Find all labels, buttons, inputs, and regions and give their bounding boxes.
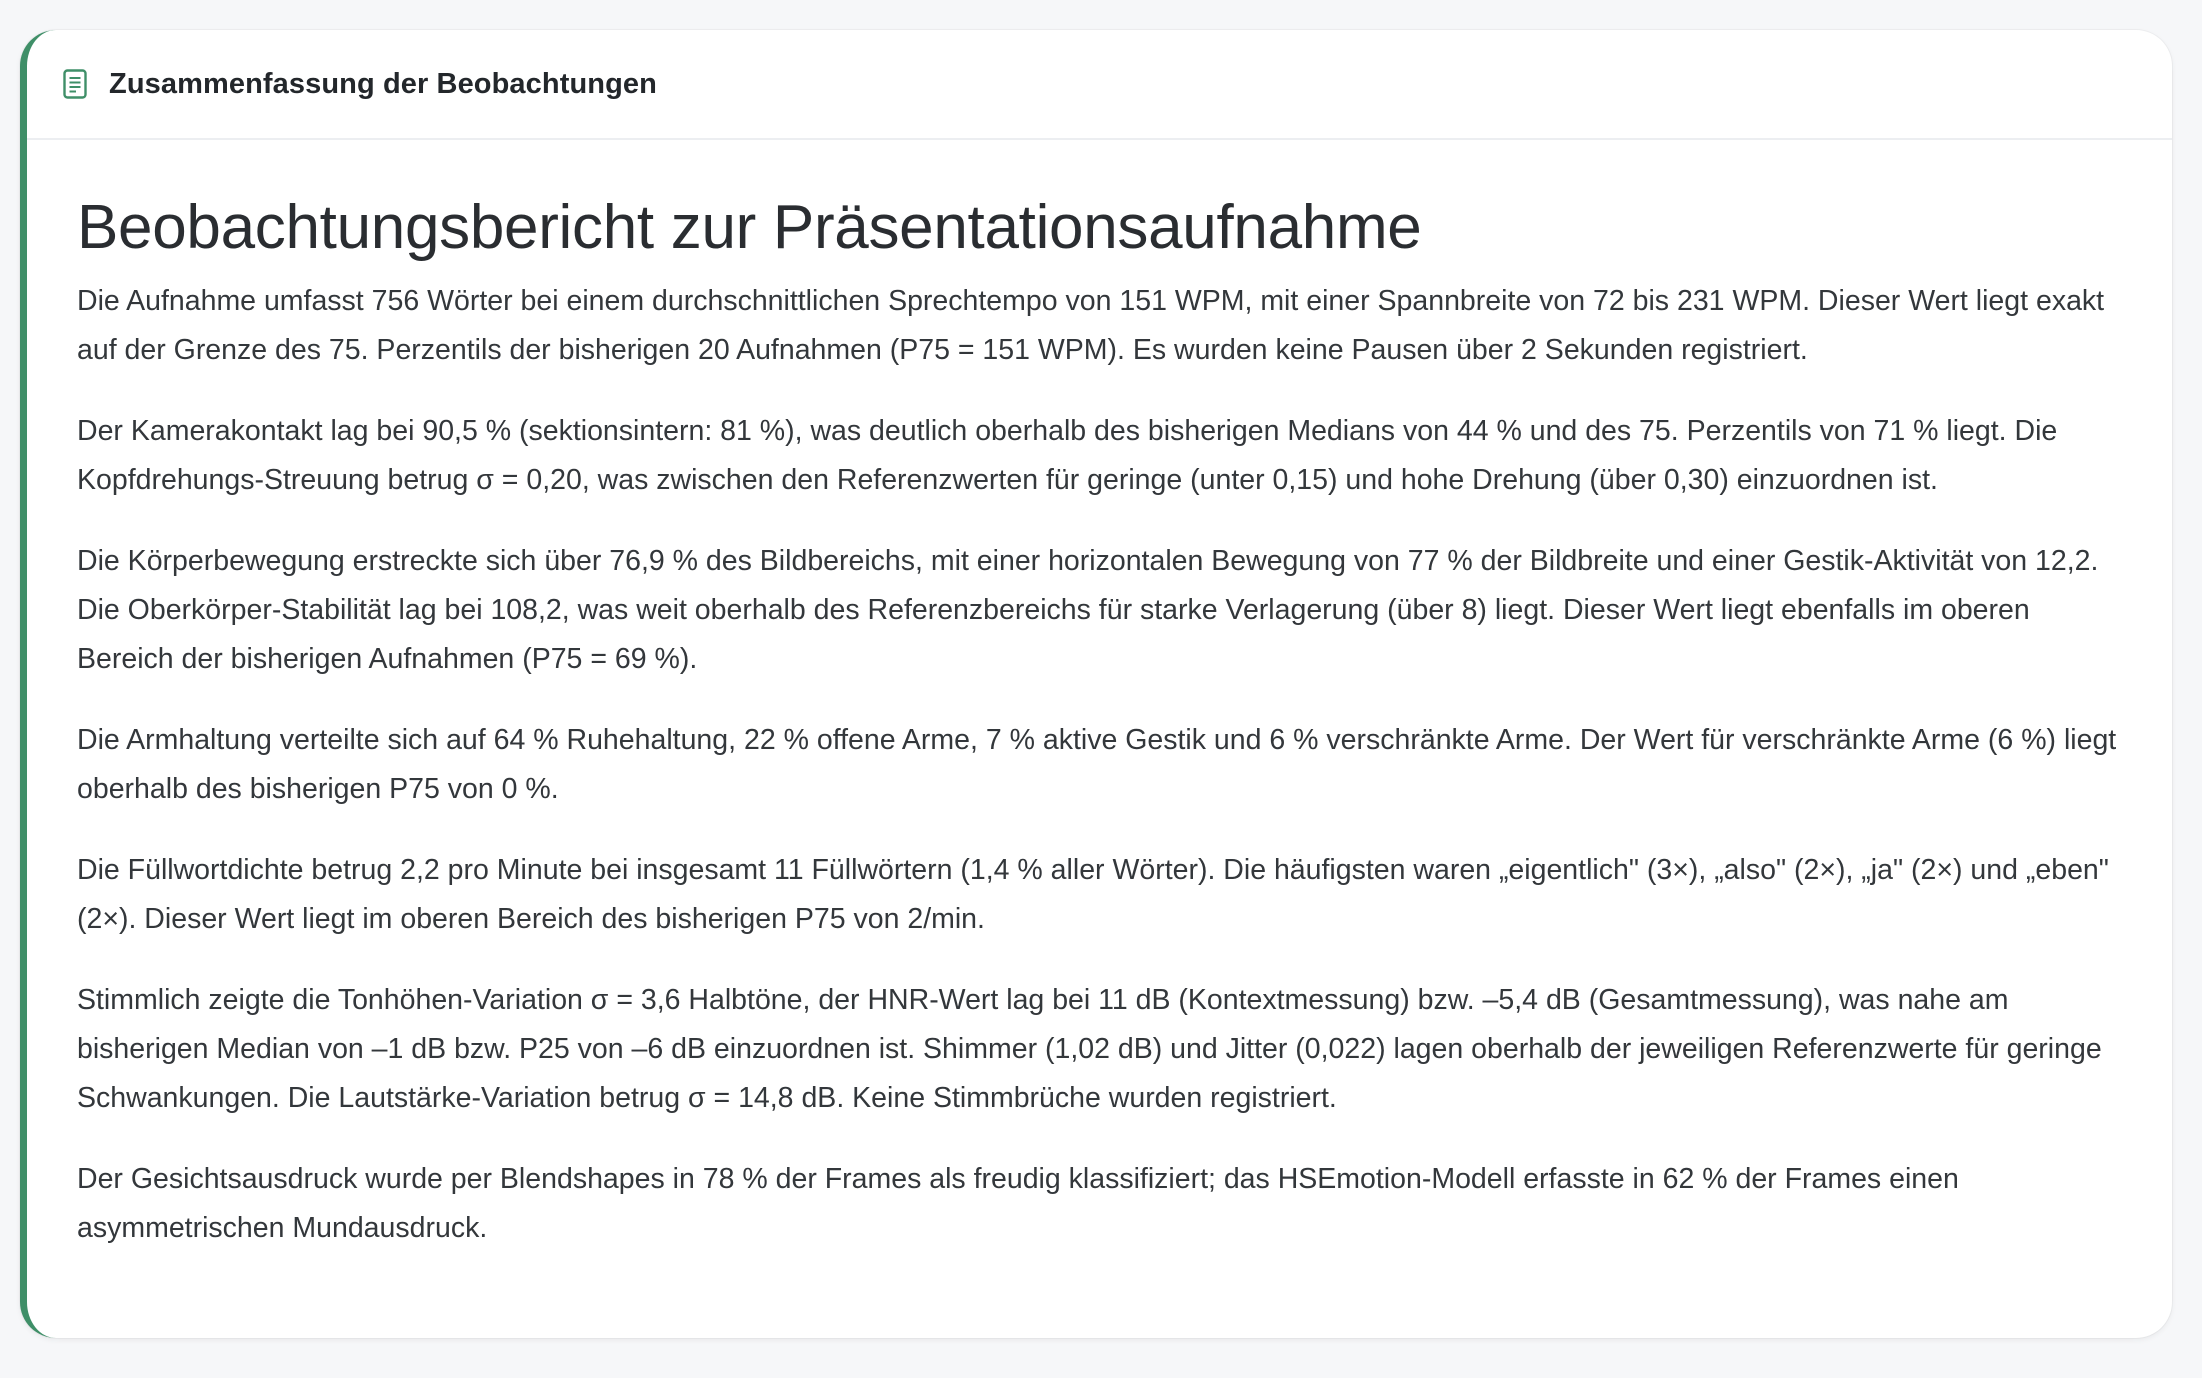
paragraph-body-movement: Die Körperbewegung erstreckte sich über 76,9 % des Bildbereichs, mit einer horizontalen Bewegung von 77 % der Bildbreite und einer Gestik-Aktivität von 12,2. Die Oberkörper-Stabilität lag bei 108,2, was weit oberhalb des Referenzbereichs für starke Verlagerung (über 8) liegt. Dieser Wert liegt ebenfalls im oberen Bereich der bisherigen Aufnahmen (P75 = 69 %). (77, 545, 2099, 676)
card-title: Zusammenfassung der Beobachtungen (109, 67, 657, 100)
card-header (27, 30, 2172, 140)
report-body (27, 140, 2172, 1253)
document-icon (63, 69, 87, 99)
paragraph-facial-expression: Der Gesichtsausdruck wurde per Blendshapes in 78 % der Frames als freudig klassifiziert; das HSEmotion-Modell erfasste in 62 % der Frames einen asymmetrischen Mundausdruck. (77, 1163, 1959, 1245)
paragraph-speech-tempo: Die Aufnahme umfasst 756 Wörter bei einem durchschnittlichen Sprechtempo von 151 WPM, mit einer Spannbreite von 72 bis 231 WPM. Dieser Wert liegt exakt auf der Grenze des 75. Perzentils der bisherigen 20 Aufnahmen (P75 = 151 WPM). Es wurden keine Pausen über 2 Sekunden registriert. (77, 285, 2105, 367)
paragraph-arm-posture: Die Armhaltung verteilte sich auf 64 % Ruhehaltung, 22 % offene Arme, 7 % aktive Gestik und 6 % verschränkte Arme. Der Wert für verschränkte Arme (6 %) liegt oberhalb des bisherigen P75 von 0 %. (77, 724, 2117, 806)
paragraph-voice: Stimmlich zeigte die Tonhöhen-Variation σ = 3,6 Halbtöne, der HNR-Wert lag bei 11 dB (Kontextmessung) bzw. –5,4 dB (Gesamtmessung), was nahe am bisherigen Median von –1 dB bzw. P25 von –6 dB einzuordnen ist. Shimmer (1,02 dB) und Jitter (0,022) lagen oberhalb der jeweiligen Referenzwerte für geringe Schwankungen. Die Lautstärke-Variation betrug σ = 14,8 dB. Keine Stimmbrüche wurden registriert. (77, 984, 2102, 1115)
observation-summary-card (20, 30, 2172, 1338)
report-heading: Beobachtungsbericht zur Präsentationsaufnahme (77, 193, 1422, 262)
paragraph-camera-contact: Der Kamerakontakt lag bei 90,5 % (sektionsintern: 81 %), was deutlich oberhalb des bisherigen Medians von 44 % und des 75. Perzentils von 71 % liegt. Die Kopfdrehungs-Streuung betrug σ = 0,20, was zwischen den Referenzwerten für geringe (unter 0,15) und hohe Drehung (über 0,30) einzuordnen ist. (77, 415, 2058, 497)
paragraph-filler-words: Die Füllwortdichte betrug 2,2 pro Minute bei insgesamt 11 Füllwörtern (1,4 % aller Wörter). Die häufigsten waren „eigentlich" (3×), „also" (2×), „ja" (2×) und „eben" (2×). Dieser Wert liegt im oberen Bereich des bisherigen P75 von 2/min. (77, 854, 2109, 936)
